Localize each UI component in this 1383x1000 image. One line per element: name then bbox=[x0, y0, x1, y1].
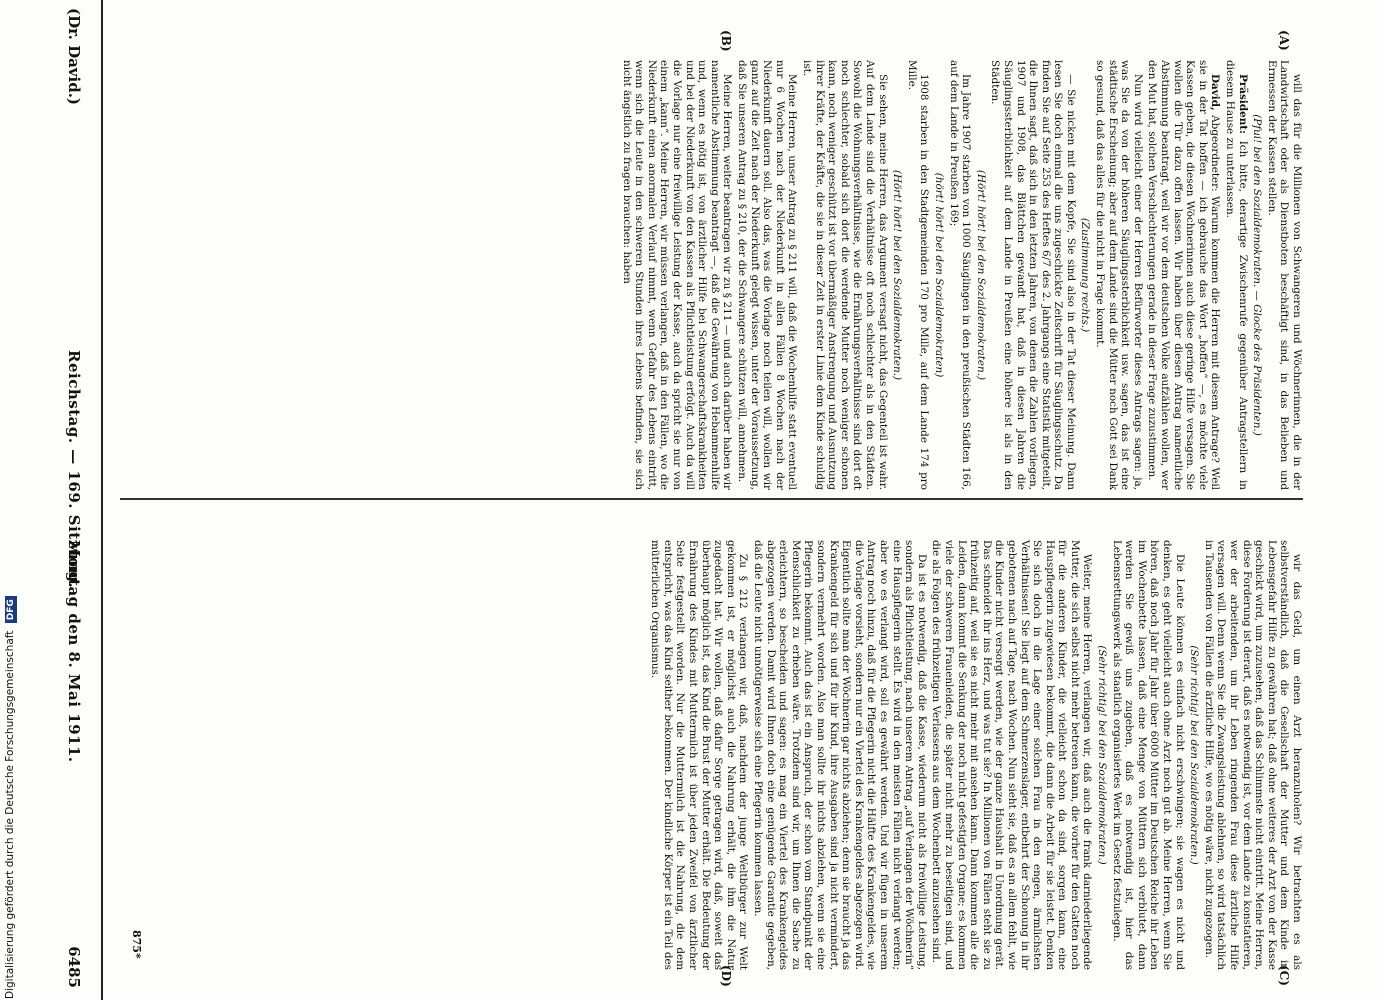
paragraph: Im Jahre 1907 starben von 1000 Säuglingen in den preußischen Städten 166, auf dem Lande in Preußen 169; bbox=[947, 60, 973, 490]
paragraph: Meine Herren, unser Antrag zu § 211 will, daß die Wochenhilfe statt eventuell nur 6 Wochen nach der Niederkunft in allen Fällen 8 Wochen nach der Niederkunft dauern soll. Also das, was die Vorlage noch teilen will, wollen wir ganz auf die Zeit nach der Niederkunft gelegt wissen, unter der Voraussetzung, daß Sie unseren Antrag zu § 210, der die Schwangere schützen will, annehmen. bbox=[736, 60, 799, 490]
page-header bbox=[53, 0, 93, 1000]
interjection: (Sehr richtig! bei den Sozialdemokraten.) bbox=[1096, 645, 1109, 865]
header-rule bbox=[101, 0, 103, 1000]
margin-marker-a: (A) bbox=[1277, 30, 1291, 51]
margin-marker-d: (D) bbox=[719, 965, 733, 987]
interjection: (Pfui! bei den Sozialdemokraten. — Glocke des Präsidenten.) bbox=[1251, 114, 1264, 436]
paragraph: will das für die Millionen von Schwangeren und Wöchnerinnen, die in der Landwirtschaft oder als Dienstboten beschäftigt sind, in das Belieben und Ermessen der Kassen stellen. bbox=[1265, 60, 1303, 490]
paragraph: Nun wird vielleicht einer der Herren Befürworter dieses Antrags sagen: ja, was Sie da von der höheren Säuglingssterblichkeit usw. sagen, das ist eine städtische Erscheinung; aber auf dem Lande sind die Mütter noch Gott sei Dank so gesund, daß das alles für die nicht in Frage kommt. bbox=[1094, 60, 1144, 490]
interjection: (hört! hört! bei den Sozialdemokraten) bbox=[932, 172, 945, 378]
paragraph: Die Leute können es einfach nicht erschwingen; sie wagen es nicht und denken, es geht vielleicht auch ohne Arzt noch gut ab. Meine Herren, wenn Sie hören, daß noch Jahr für Jahr über 6000 Mütter im Deutschen Reiche ihr Leben im Wochenbette lassen, daß eine Menge von Müttern sich verblutet, dann werden Sie gewiß uns zugeben, daß es notwendig ist, hier das Lebensrettungswerk als staatlich organisiertes Werk im Gesetz festzulegen. bbox=[1110, 540, 1186, 970]
interjection: (Sehr richtig! bei den Sozialdemokraten.) bbox=[1188, 645, 1201, 865]
paragraph: 1908 starben in den Stadtgemeinden 170 pro Mille, auf dem Lande 174 pro Mille. bbox=[905, 60, 931, 490]
speech-paragraph bbox=[1223, 60, 1248, 490]
speaker-name: David, bbox=[1209, 74, 1222, 111]
speaker-name: Präsident: bbox=[1236, 74, 1249, 134]
paragraph: Zu § 212 verlangen wir, daß, nachdem der junge Weltbürger zur Welt gekommen ist, er möglichst auch die Nahrung erhält, die ihm die Natur zugedacht hat. Wir wollen, daß dafür Sorge getragen wird, daß, soweit das überhaupt möglich ist, das Kind die Brust der Mutter erhält. Die Bedeutung der Ernährung des Kindes mit Muttermilch ist über jeden Zweifel von ärztlicher Seite festgestellt worden. Nur die Muttermilch ist die Nahrung, die dem entspricht, was das Kind seither bekommen. Der kindliche Körper ist ein Teil des mütterlichen Organismus. bbox=[649, 540, 750, 970]
right-column bbox=[130, 540, 1303, 970]
speech-text: Abgeordneter: Warum kommen die Herren mit diesem Antrage? Weil sie in der Tat hoffen — ich gebrauche das Wort „hoffen“ —, es möchte viele Kassen geben, die diesen Wöchnerinnen auch diese geringe Hilfe versagen. Sie wollen die Tür dazu offen lassen. Wir haben über diesen Antrag namentliche Abstimmung beantragt, weil wir vor dem deutschen Volke aufzählen wollen, wer den Mut hat, solchen Verschlechterungen gerade in dieser Frage zuzustimmen. bbox=[1146, 60, 1222, 490]
paragraph: wir das Geld, um einen Arzt heranzuholen? Wir betrachten es als selbstverständlich, daß die Gesellschaft der Mutter und dem Kinde in Lebensgefahr Hilfe zu gewähren hat; daß ohne weiteres der Arzt von der Kasse geschickt wird, um zuzusehen, daß das Schlimmste nicht eintritt. Meine Herren, diese Forderung ist derart, daß es notwendig ist, vor dem Lande zu konstatieren, wer der arbeitenden, um ihr Leben ringenden Frau diese ärztliche Hilfe versagen will. Denn wenn Sie die Zwangsleistung ablehnen, so wird tatsächlich in Tausenden von Fällen die ärztliche Hilfe, wo es nötig wäre, nicht zugezogen. bbox=[1202, 540, 1303, 970]
paragraph: Da ist es notwendig, daß die Kasse, wiederum nicht als freiwillige Leistung, sondern als Pflichtleistung, nach unserem Antrag „auf Verlangen der Wöchnerin“ eine Hauspflegerin stellt. Es wird in den meisten Fällen nicht verlangt werden; aber wo es verlangt wird, soll es gewährt werden. Und wir fügen in unserem Antrag noch hinzu, daß für die Pflegerin nicht die Hälfte des Krankengeldes, wie die Vorlage vorsieht, sondern nur ein Viertel des Krankengeldes abgezogen wird. Eigentlich sollte man der Wöchnerin gar nichts abziehen; denn sie braucht ja das Krankengeld für sich und für ihr Kind, ihre Ausgaben sind ja nicht vermindert, sondern vermehrt worden. Also man sollte ihr nichts abziehen, wenn sie eine Pflegerin bekommt. Auch das ist ein Anspruch, der schon vom Standpunkt der Menschlichkeit zu erheben wäre. Trotzdem sind wir, um Ihnen die Sache zu erleichtern, so bescheiden und sagen: es mag ein Viertel des Krankengeldes abgezogen werden. Damit wird Ihnen doch eine genügende Garantie gegeben, daß die Leute nicht unnötigerweise sich eine Pflegerin kommen lassen. bbox=[752, 540, 928, 970]
left-column bbox=[130, 60, 1303, 490]
speech-paragraph bbox=[1146, 60, 1222, 490]
interjection: (Hört! hört! bei den Sozialdemokraten.) bbox=[974, 169, 987, 381]
header-title-left: Reichstag. — 169. Sitzung. bbox=[65, 350, 83, 589]
dfg-logo: DFG bbox=[5, 596, 17, 623]
paragraph: — Sie nicken mit dem Kopfe, Sie sind also in der Tat dieser Meinung. Dann lesen Sie doch einmal die uns zugeschickte Zeitschrift für Säuglingsschutz. Da finden Sie auf Seite 253 des Heftes 6/7 des 2. Jahrgangs eine Statistik mitgeteilt, die Ihnen sagt, daß sich in den letzten Jahren, von denen die Zahlen vorliegen, 1907 und 1908, das Blättchen gewandt hat, daß in diesen Jahren die Säuglingssterblichkeit auf dem Lande in Preußen eine höhere ist als in den Städten. bbox=[989, 60, 1077, 490]
digitization-note-text: Digitalisierung gefördert durch die Deutsche Forschungsgemeinschaft bbox=[4, 630, 16, 999]
paragraph: Meine Herren, weiter beantragen wir zu § 211 — und auch darüber haben wir namentliche Abstimmung beantragt —, daß die Gewährung von Hebammenhilfe und, wenn es nötig ist, von ärztlicher Hilfe bei Schwangerschaftskrankheiten und bei der Niederkunft von den Kassen als Pflichtleistung erfolgt. Auch da will die Vorlage nur eine freiwillige Leistung der Kasse, auch da spricht sie nur von einem „kann“. Meine Herren, wir müssen verlangen, daß in den Fällen, wo die Niederkunft einen anormalen Verlauf nimmt, wenn Gefahr des Lebens eintritt, wenn sich die Leute in den schweren Stunden ihres Lebens befinden, sie sich nicht ängstlich zu fragen brauchen: haben bbox=[620, 60, 734, 490]
interjection: (Hört! hört! bei den Sozialdemokraten.) bbox=[891, 169, 904, 381]
column-divider bbox=[120, 498, 1303, 500]
margin-marker-c: (C) bbox=[1277, 965, 1291, 986]
paragraph: Weiter, meine Herren, verlangen wir, daß auch die frank darniederliegende Mutter, die sich selbst nicht mehr betreuen kann, die vorher für den Gatten noch für die anderen Kinder, die vielleicht schon da sind, sorgen kann, eine Hauspflegerin zugewiesen bekommt, die dann die Arbeit für sie leistet. Denken Sie sich doch in die Lage einer solchen Frau in den engen, ärmlichsten Verhältnissen! Sie liegt auf dem Schmerzenslager, entbehrt der Schonung in ihr gebotenen nach auf Tage, nach Wochen. Nun sieht sie, daß es an allem fehlt, wie die Kinder nicht versorgt werden, wie der ganze Haushalt in Unordnung gerät. Das schneidet ihr ins Herz, und was tut sie? In Millionen von Fällen steht sie zu frühzeitig auf, weil sie es nicht mehr mit ansehen kann. Dann kommen alle die Leiden, dann kommt die Senkung der noch nicht gefestigten Organe; es kommen viele der schweren Frauenleiden, die später nicht mehr zu beseitigen sind, und die als Folgen des frühzeitigen Verlassens aus dem Wochenbett anzusehen sind. bbox=[930, 540, 1094, 970]
page-number: 6485 bbox=[65, 946, 83, 988]
speech-text: Ich bitte, derartige Zwischenrufe gegenüber Antragstellern in diesem Hause zu unterlassen. bbox=[1224, 60, 1249, 490]
paragraph: Sie sehen, meine Herren, das Argument versagt nicht, das Gegenteil ist wahr. Auf dem Lande sind die Verhältnisse oft noch schlechter als in den Städten. Sowohl die Wohnungsverhältnisse, wie die Ernährungsverhältnisse sind dort oft noch schlechter, sobald sich dort die werdende Mutter noch weniger schonen kann, noch weniger geschützt ist vor übermäßiger Anstrengung und Ausnutzung ihrer Kräfte, der Kräfte, die sie in dieser Zeit in erster Linie dem Kinde schuldig ist. bbox=[801, 60, 889, 490]
interjection: (Zustimmung rechts.) bbox=[1079, 217, 1092, 333]
margin-marker-b: (B) bbox=[719, 30, 733, 52]
signature-mark: 875* bbox=[130, 930, 143, 959]
header-title-right: Montag den 8. Mai 1911. bbox=[65, 540, 83, 763]
speaker-ref: (Dr. David.) bbox=[65, 8, 83, 106]
